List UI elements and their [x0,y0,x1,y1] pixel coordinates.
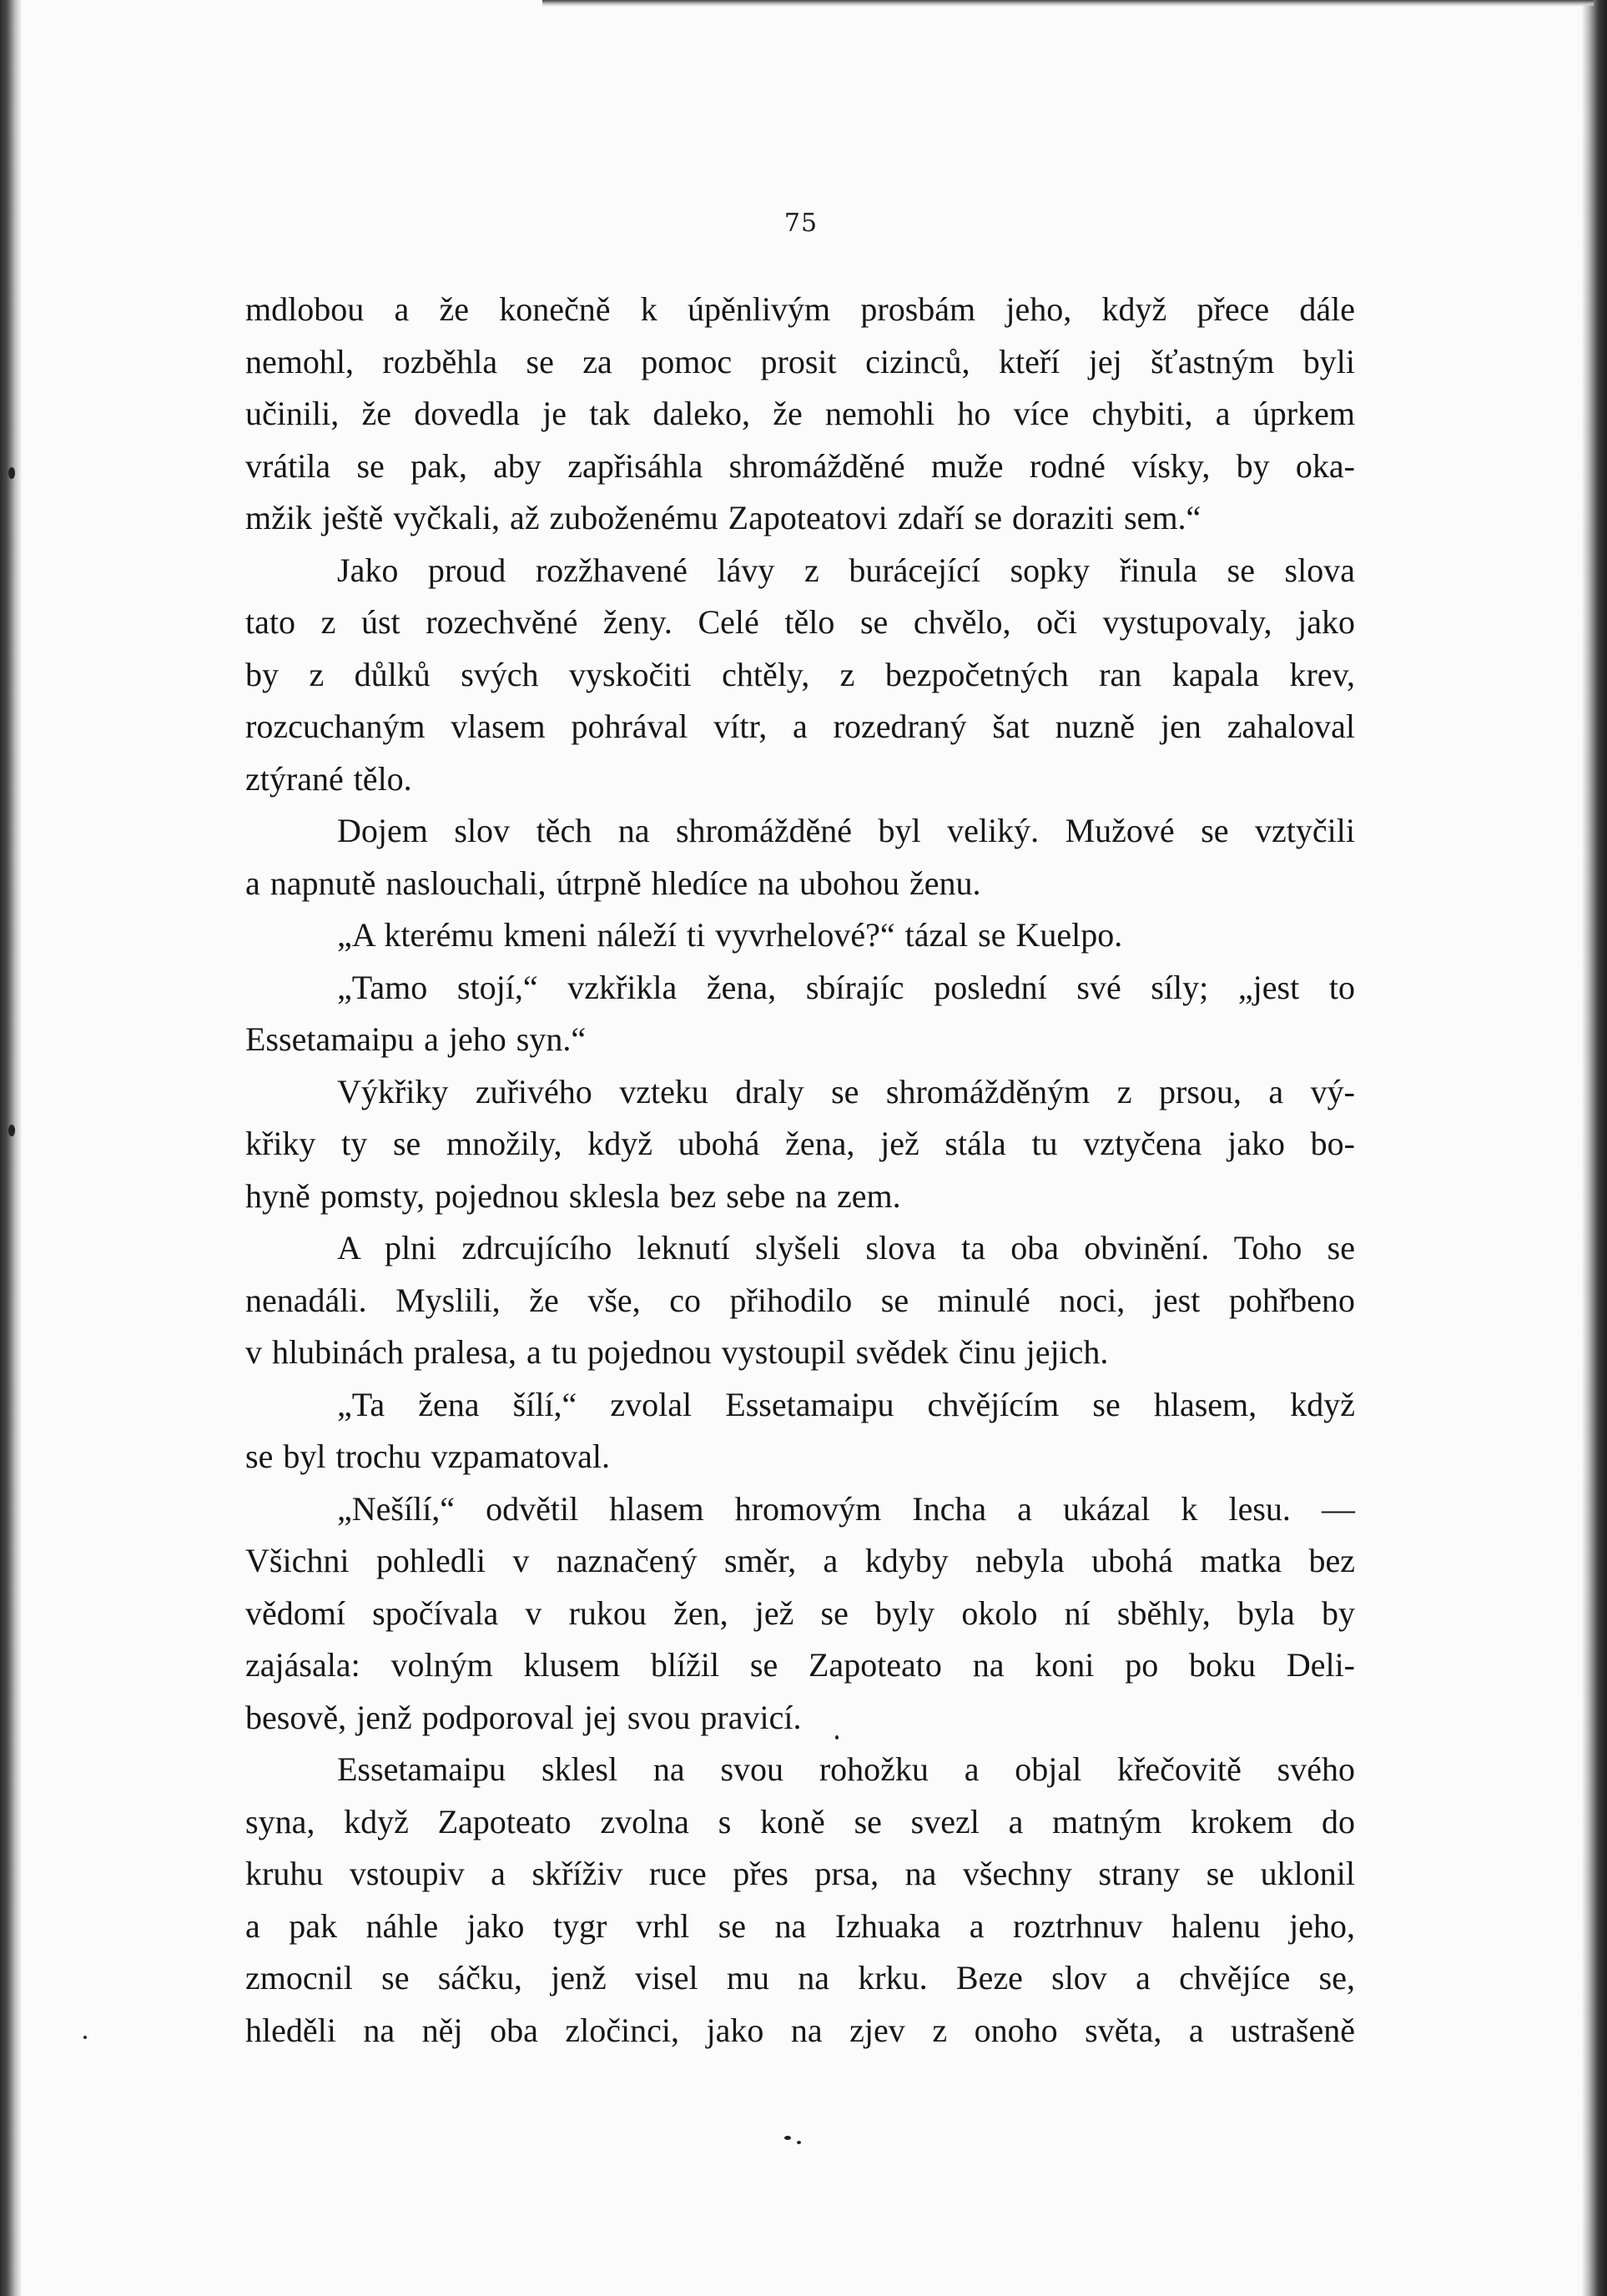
text-line: ztýrané tělo. [245,759,412,798]
scan-speck [784,2136,791,2140]
text-line: „Nešílí,“ odvětil hlasem hromovým Incha a ukázal k lesu. — [337,1489,1355,1528]
text-line: syna, když Zapoteato zvolna s koně se svezl a matným krokem do [245,1802,1355,1840]
text-line: „A kterému kmeni náleží ti vyvrhelové?“ tázal se Kuelpo. [337,916,1123,954]
text-line: a pak náhle jako tygr vrhl se na Izhuaka a roztrhnuv halenu jeho, [245,1906,1355,1945]
text-line: se byl trochu vzpamatoval. [245,1438,610,1475]
text-line: křiky ty se množily, když ubohá žena, jež stála tu vztyčena jako bo- [245,1125,1355,1162]
text-line: nemohl, rozběhla se za pomoc prosit cizinců, kteří jej šťastným byli [245,342,1355,380]
text-line: A plni zdrcujícího leknutí slyšeli slova ta oba obvinění. Toho se [337,1229,1355,1266]
text-line: kruhu vstoupiv a skříživ ruce přes prsa, na všechny strany se uklonil [245,1855,1355,1892]
text-line: zajásala: volným klusem blížil se Zapoteato na koni po boku Deli- [245,1646,1355,1684]
text-line: vrátila se pak, aby zapřisáhla shromážděné muže rodné vísky, by oka- [245,446,1355,485]
text-line: hleděli na něj oba zločinci, jako na zjev z onoho světa, a ustrašeně [245,2011,1355,2049]
body-text [245,284,1355,2057]
scan-speck [797,2141,801,2144]
page-right-edge-shadow [1582,0,1607,2296]
text-line: by z důlků svých vyskočiti chtěly, z bezpočetných ran kapala krev, [245,655,1355,693]
text-line: Všichni pohledli v naznačený směr, a kdyby nebyla ubohá matka bez [245,1542,1355,1579]
text-line: Essetamaipu sklesl na svou rohožku a objal křečovitě svého [337,1750,1355,1788]
text-line: Výkřiky zuřivého vzteku draly se shromážděným z prsou, a vý- [337,1072,1355,1110]
text-line: učinili, že dovedla je tak daleko, že nemohli ho více chybiti, a úprkem [245,395,1355,432]
text-line: mdlobou a že konečně k úpěnlivým prosbám jeho, když přece dále [245,290,1355,328]
page-left-edge-shadow [0,0,22,2296]
text-line: zmocnil se sáčku, jenž visel mu na krku. Beze slov a chvějíce se, [245,1959,1355,1996]
text-line: Dojem slov těch na shromážděné byl veliký. Mužové se vztyčili [337,812,1355,849]
text-line: besově, jenž podporoval jej svou pravicí. [245,1698,802,1736]
text-line: „Tamo stojí,“ vzkřikla žena, sbírajíc poslední své síly; „jest to [337,968,1355,1006]
text-line: Jako proud rozžhavené lávy z burácející sopky řinula se slova [337,551,1355,589]
text-line: tato z úst rozechvěné ženy. Celé tělo se chvělo, oči vystupovaly, jako [245,603,1355,641]
text-line: a napnutě naslouchali, útrpně hledíce na ubohou ženu. [245,864,981,902]
text-line: vědomí spočívala v rukou žen, jež se byly okolo ní sběhly, byla by [245,1594,1355,1632]
text-line: v hlubinách pralesa, a tu pojednou vystoupil svědek činu jejich. [245,1333,1109,1371]
text-line: nenadáli. Myslili, že vše, co přihodilo se minulé noci, jest pohřbeno [245,1281,1355,1319]
page-top-edge-shadow [542,0,1594,7]
text-line: rozcuchaným vlasem pohrával vítr, a rozedraný šat nuzně jen zahaloval [245,707,1355,745]
scan-speck [835,1735,839,1740]
text-line: hyně pomsty, pojednou sklesla bez sebe na zem. [245,1176,901,1215]
scan-speck [8,1125,15,1136]
scan-speck [83,2036,87,2039]
page-number: 75 [783,209,819,238]
text-line: mžik ještě vyčkali, až zuboženému Zapoteatovi zdaří se doraziti sem.“ [245,499,1201,536]
text-line: „Ta žena šílí,“ zvolal Essetamaipu chvějícím se hlasem, když [337,1385,1355,1423]
text-line: Essetamaipu a jeho syn.“ [245,1020,587,1058]
scan-speck [8,467,15,479]
